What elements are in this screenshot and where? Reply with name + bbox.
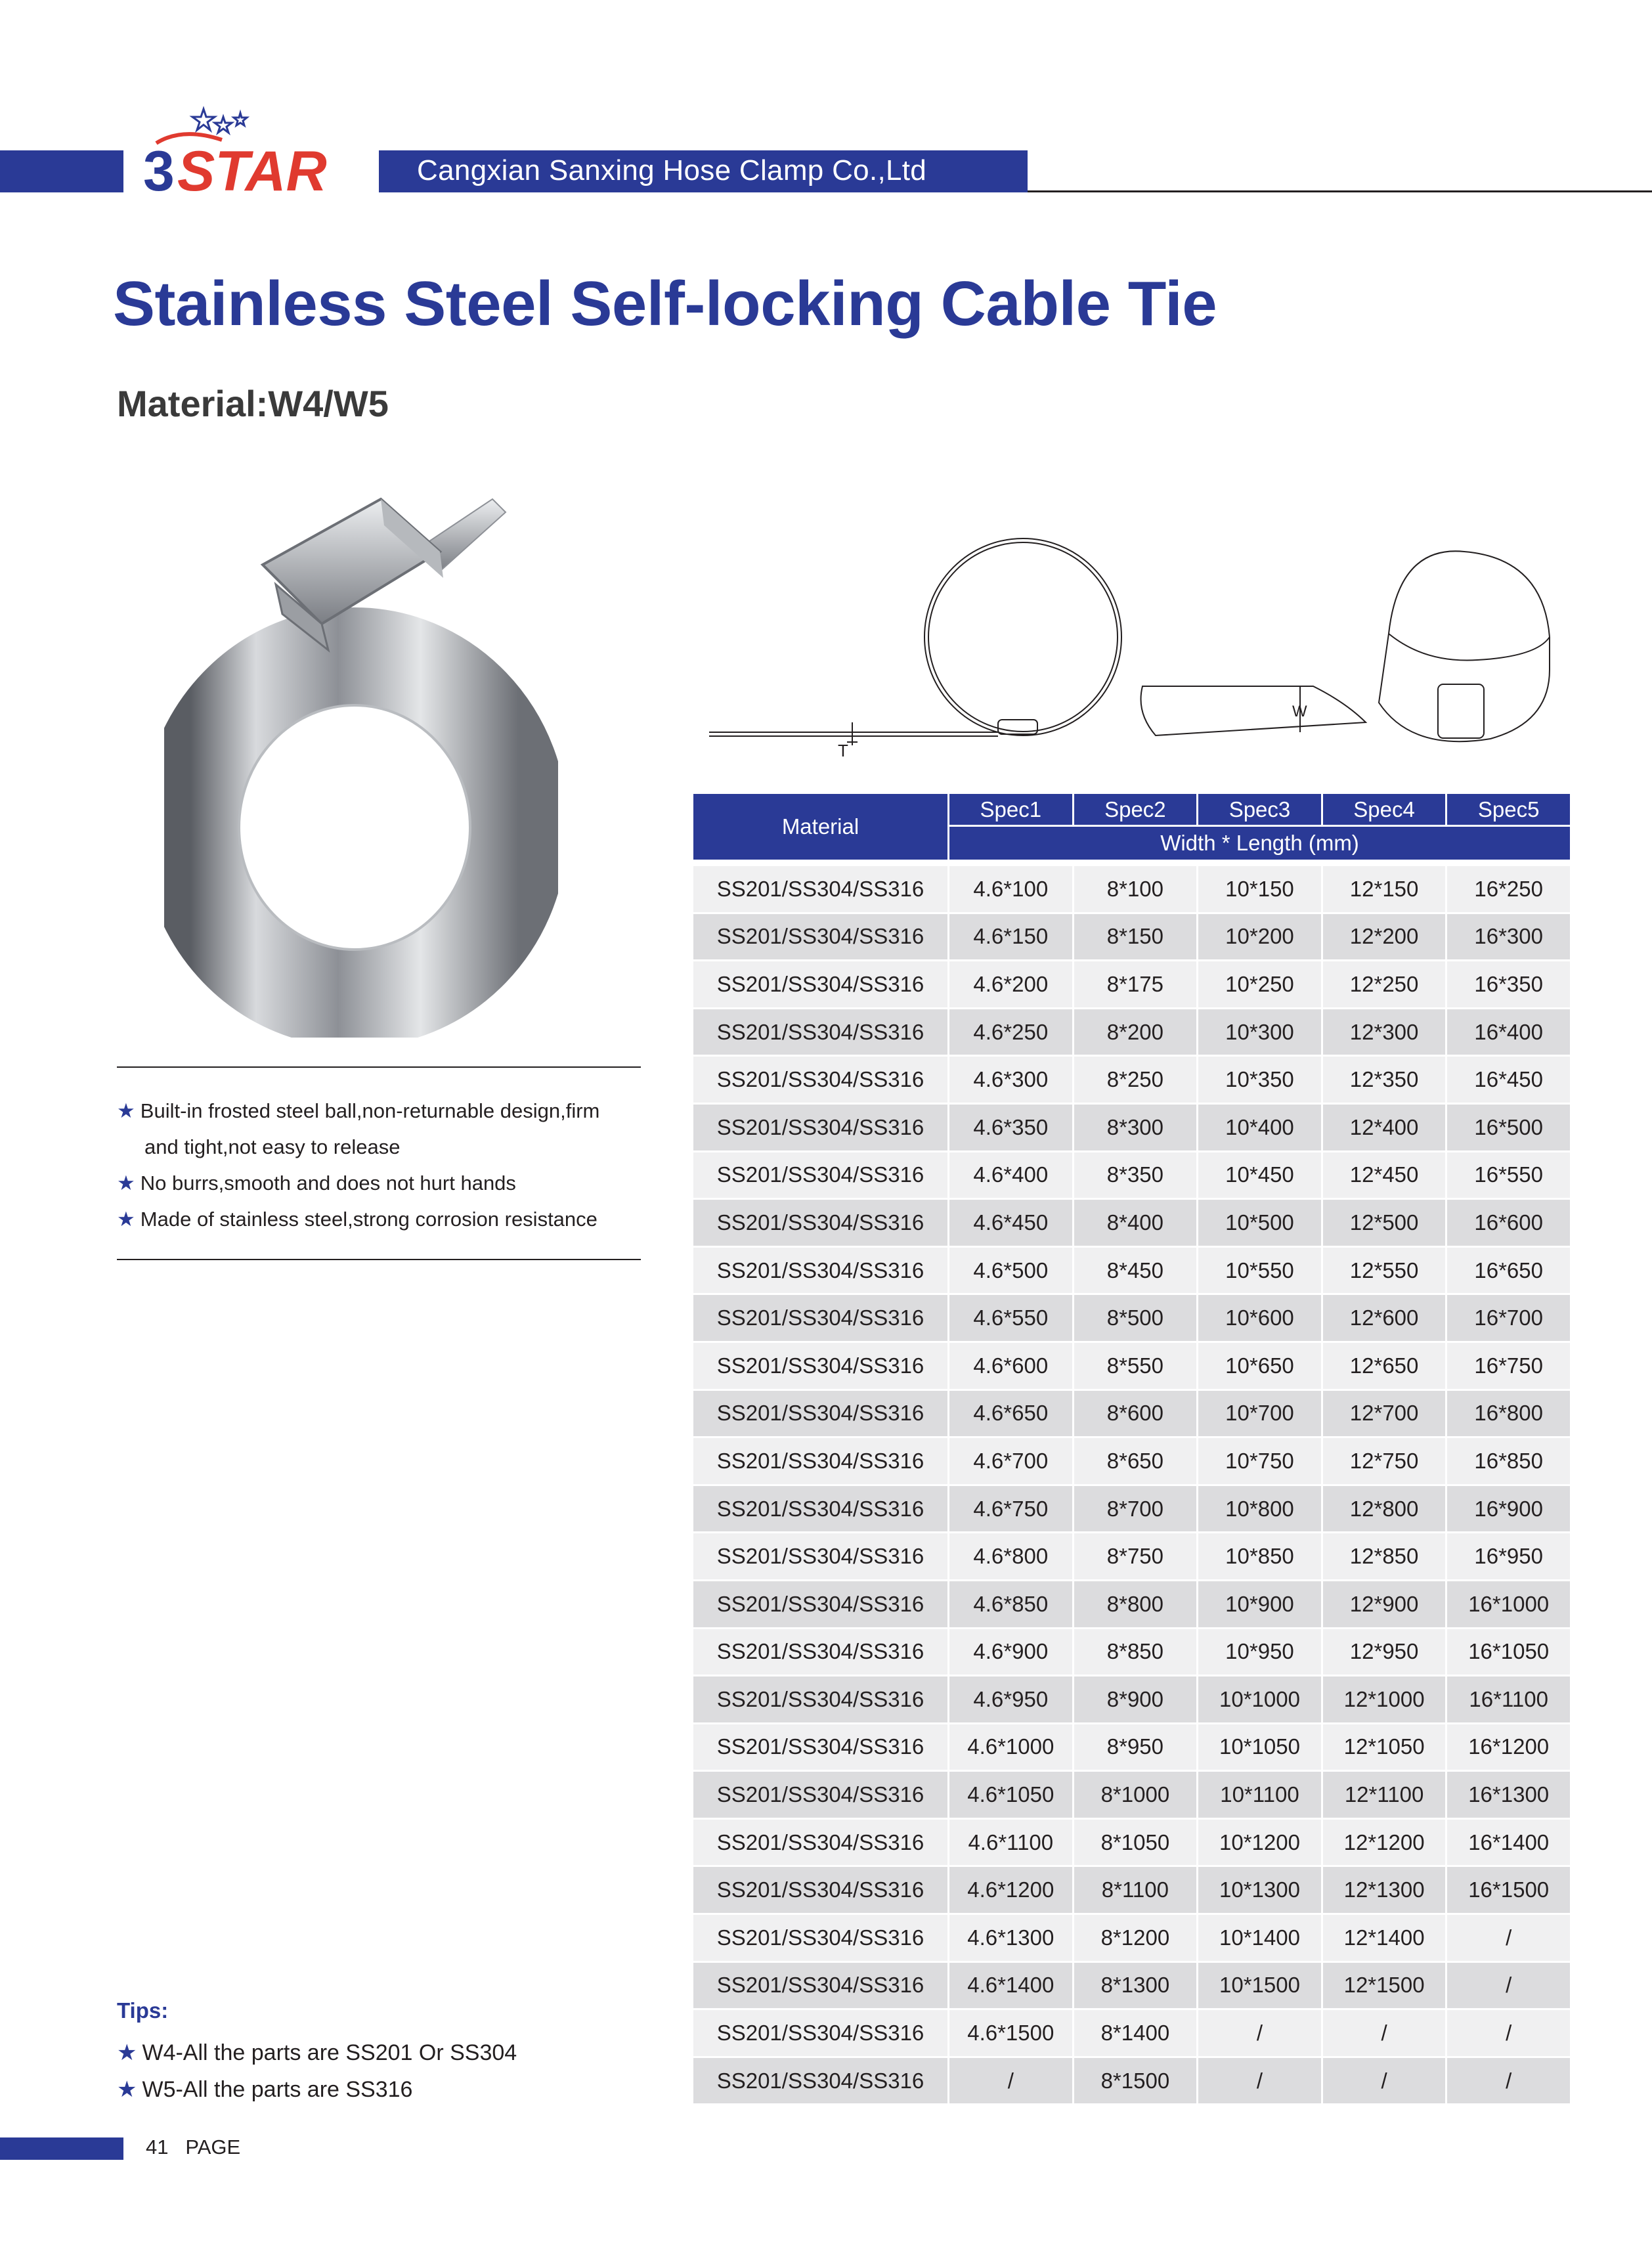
spec4-cell: 12*1050 xyxy=(1323,1724,1448,1772)
header-rule xyxy=(1028,190,1652,192)
spec5-cell: / xyxy=(1447,2058,1570,2106)
spec4-cell: 12*150 xyxy=(1323,866,1448,914)
spec2-cell: 8*1100 xyxy=(1074,1867,1199,1915)
material-column-header: Material xyxy=(693,794,949,860)
spec5-header: Spec5 xyxy=(1447,794,1570,825)
spec3-cell: 10*350 xyxy=(1198,1057,1323,1105)
material-cell: SS201/SS304/SS316 xyxy=(693,1105,949,1152)
spec1-cell: 4.6*700 xyxy=(949,1438,1074,1486)
spec3-cell: 10*650 xyxy=(1198,1343,1323,1391)
features-list xyxy=(117,1093,642,1237)
spec2-cell: 8*1200 xyxy=(1074,1915,1199,1963)
table-row xyxy=(693,914,1570,962)
spec2-cell: 8*900 xyxy=(1074,1676,1199,1724)
spec2-cell: 8*1500 xyxy=(1074,2058,1199,2106)
material-cell: SS201/SS304/SS316 xyxy=(693,1009,949,1057)
table-row xyxy=(693,1438,1570,1486)
material-cell: SS201/SS304/SS316 xyxy=(693,961,949,1009)
spec4-cell: 12*400 xyxy=(1323,1105,1448,1152)
material-cell: SS201/SS304/SS316 xyxy=(693,1915,949,1963)
tip-item: ★ W5-All the parts are SS316 xyxy=(117,2077,413,2102)
spec1-cell: 4.6*1050 xyxy=(949,1772,1074,1820)
table-row xyxy=(693,1772,1570,1820)
spec4-cell: 12*900 xyxy=(1323,1581,1448,1629)
product-photo xyxy=(164,473,558,1038)
table-row xyxy=(693,1343,1570,1391)
spec5-cell: / xyxy=(1447,2010,1570,2058)
table-row xyxy=(693,1057,1570,1105)
star-icon: ★ xyxy=(117,2040,137,2065)
header-left-bar xyxy=(0,150,123,192)
spec2-header: Spec2 xyxy=(1074,794,1199,825)
logo-stars-icon xyxy=(192,109,247,133)
table-row xyxy=(693,1248,1570,1296)
spec2-cell: 8*850 xyxy=(1074,1629,1199,1677)
star-icon: ★ xyxy=(117,1208,135,1231)
header-company-band xyxy=(379,150,1028,192)
table-row xyxy=(693,1963,1570,2011)
material-cell: SS201/SS304/SS316 xyxy=(693,1295,949,1343)
features-bottom-rule xyxy=(117,1259,641,1260)
spec3-cell: 10*550 xyxy=(1198,1248,1323,1296)
spec4-cell: 12*600 xyxy=(1323,1295,1448,1343)
spec2-cell: 8*550 xyxy=(1074,1343,1199,1391)
page-label: PAGE xyxy=(185,2136,241,2158)
spec4-cell: 12*800 xyxy=(1323,1486,1448,1534)
spec1-cell: 4.6*750 xyxy=(949,1486,1074,1534)
star-icon: ★ xyxy=(117,2077,137,2102)
table-row xyxy=(693,1629,1570,1677)
spec2-cell: 8*400 xyxy=(1074,1200,1199,1248)
spec4-cell: 12*1500 xyxy=(1323,1963,1448,2011)
material-cell: SS201/SS304/SS316 xyxy=(693,1629,949,1677)
spec4-cell: 12*700 xyxy=(1323,1391,1448,1439)
tips-title: Tips: xyxy=(117,1998,169,2023)
spec2-cell: 8*300 xyxy=(1074,1105,1199,1152)
spec3-cell: 10*750 xyxy=(1198,1438,1323,1486)
spec3-cell: 10*600 xyxy=(1198,1295,1323,1343)
spec4-cell: 12*450 xyxy=(1323,1152,1448,1200)
spec4-cell: / xyxy=(1323,2058,1448,2106)
material-cell: SS201/SS304/SS316 xyxy=(693,1438,949,1486)
spec2-cell: 8*650 xyxy=(1074,1438,1199,1486)
spec1-cell: 4.6*300 xyxy=(949,1057,1074,1105)
feature-item-continued: and tight,not easy to release xyxy=(144,1135,401,1158)
spec4-cell: 12*850 xyxy=(1323,1533,1448,1581)
spec2-cell: 8*750 xyxy=(1074,1533,1199,1581)
spec5-cell: 16*1050 xyxy=(1447,1629,1570,1677)
spec5-cell: 16*950 xyxy=(1447,1533,1570,1581)
material-cell: SS201/SS304/SS316 xyxy=(693,1724,949,1772)
spec4-cell: 12*1400 xyxy=(1323,1915,1448,1963)
tips-list xyxy=(117,2034,517,2108)
spec4-cell: / xyxy=(1323,2010,1448,2058)
spec3-cell: 10*500 xyxy=(1198,1200,1323,1248)
material-cell: SS201/SS304/SS316 xyxy=(693,866,949,914)
spec4-header: Spec4 xyxy=(1323,794,1448,825)
material-cell: SS201/SS304/SS316 xyxy=(693,1963,949,2011)
spec5-cell: 16*650 xyxy=(1447,1248,1570,1296)
tip-item: ★ W4-All the parts are SS201 Or SS304 xyxy=(117,2040,517,2065)
spec3-cell: 10*1300 xyxy=(1198,1867,1323,1915)
spec4-cell: 12*950 xyxy=(1323,1629,1448,1677)
spec5-cell: 16*1300 xyxy=(1447,1772,1570,1820)
side-view-drawing xyxy=(709,538,1121,760)
material-cell: SS201/SS304/SS316 xyxy=(693,1533,949,1581)
spec1-cell: 4.6*400 xyxy=(949,1152,1074,1200)
spec1-cell: 4.6*1200 xyxy=(949,1867,1074,1915)
material-cell: SS201/SS304/SS316 xyxy=(693,2010,949,2058)
material-cell: SS201/SS304/SS316 xyxy=(693,1820,949,1868)
spec4-cell: 12*1100 xyxy=(1323,1772,1448,1820)
material-cell: SS201/SS304/SS316 xyxy=(693,1152,949,1200)
spec2-cell: 8*1300 xyxy=(1074,1963,1199,2011)
spec2-cell: 8*1000 xyxy=(1074,1772,1199,1820)
table-row xyxy=(693,1295,1570,1343)
spec3-cell: 10*200 xyxy=(1198,914,1323,962)
spec4-cell: 12*650 xyxy=(1323,1343,1448,1391)
spec5-cell: 16*250 xyxy=(1447,866,1570,914)
spec4-cell: 12*250 xyxy=(1323,961,1448,1009)
spec3-cell: 10*400 xyxy=(1198,1105,1323,1152)
spec2-cell: 8*1050 xyxy=(1074,1820,1199,1868)
spec3-cell: 10*1000 xyxy=(1198,1676,1323,1724)
spec3-cell: 10*450 xyxy=(1198,1152,1323,1200)
spec3-cell: 10*1500 xyxy=(1198,1963,1323,2011)
table-row xyxy=(693,1391,1570,1439)
spec1-cell: 4.6*950 xyxy=(949,1676,1074,1724)
spec5-cell: / xyxy=(1447,1915,1570,1963)
spec5-cell: 16*300 xyxy=(1447,914,1570,962)
spec5-cell: 16*1500 xyxy=(1447,1867,1570,1915)
star-icon: ★ xyxy=(117,1099,135,1122)
spec1-cell: 4.6*850 xyxy=(949,1581,1074,1629)
spec4-cell: 12*350 xyxy=(1323,1057,1448,1105)
spec2-cell: 8*800 xyxy=(1074,1581,1199,1629)
table-row xyxy=(693,1867,1570,1915)
spec1-cell: 4.6*100 xyxy=(949,866,1074,914)
spec2-cell: 8*175 xyxy=(1074,961,1199,1009)
spec2-cell: 8*600 xyxy=(1074,1391,1199,1439)
spec-table xyxy=(693,794,1570,2105)
spec2-cell: 8*1400 xyxy=(1074,2010,1199,2058)
thickness-label: T xyxy=(838,741,848,760)
spec2-cell: 8*350 xyxy=(1074,1152,1199,1200)
spec1-cell: 4.6*150 xyxy=(949,914,1074,962)
technical-drawing xyxy=(703,506,1569,781)
spec5-cell: 16*500 xyxy=(1447,1105,1570,1152)
material-cell: SS201/SS304/SS316 xyxy=(693,1248,949,1296)
table-row xyxy=(693,1533,1570,1581)
star-icon: ★ xyxy=(117,1172,135,1194)
table-row xyxy=(693,1724,1570,1772)
spec4-cell: 12*550 xyxy=(1323,1248,1448,1296)
footer-bar xyxy=(0,2137,123,2160)
company-logo xyxy=(143,104,353,196)
table-row xyxy=(693,1200,1570,1248)
table-row xyxy=(693,1820,1570,1868)
material-cell: SS201/SS304/SS316 xyxy=(693,1057,949,1105)
spec1-cell: 4.6*1100 xyxy=(949,1820,1074,1868)
spec2-cell: 8*700 xyxy=(1074,1486,1199,1534)
spec-header-row xyxy=(949,794,1570,827)
material-cell: SS201/SS304/SS316 xyxy=(693,1867,949,1915)
spec5-cell: 16*850 xyxy=(1447,1438,1570,1486)
table-row xyxy=(693,1581,1570,1629)
spec1-cell: 4.6*1400 xyxy=(949,1963,1074,2011)
spec3-cell: 10*300 xyxy=(1198,1009,1323,1057)
feature-item: ★ Made of stainless steel,strong corrosion resistance xyxy=(117,1208,598,1231)
table-row xyxy=(693,961,1570,1009)
spec1-cell: 4.6*1500 xyxy=(949,2010,1074,2058)
unit-header: Width * Length (mm) xyxy=(949,827,1570,860)
page-title: Stainless Steel Self-locking Cable Tie xyxy=(113,269,1217,339)
spec1-cell: 4.6*1300 xyxy=(949,1915,1074,1963)
material-cell: SS201/SS304/SS316 xyxy=(693,1772,949,1820)
spec5-cell: 16*600 xyxy=(1447,1200,1570,1248)
spec2-cell: 8*200 xyxy=(1074,1009,1199,1057)
logo-star-word: STAR xyxy=(177,140,327,196)
spec1-cell: 4.6*600 xyxy=(949,1343,1074,1391)
spec5-cell: 16*1000 xyxy=(1447,1581,1570,1629)
spec1-cell: 4.6*350 xyxy=(949,1105,1074,1152)
spec5-cell: 16*800 xyxy=(1447,1391,1570,1439)
spec3-cell: / xyxy=(1198,2058,1323,2106)
spec4-cell: 12*1300 xyxy=(1323,1867,1448,1915)
table-row xyxy=(693,1915,1570,1963)
spec5-cell: 16*400 xyxy=(1447,1009,1570,1057)
spec1-cell: 4.6*1000 xyxy=(949,1724,1074,1772)
spec3-cell: / xyxy=(1198,2010,1323,2058)
spec1-cell: 4.6*450 xyxy=(949,1200,1074,1248)
spec1-cell: 4.6*500 xyxy=(949,1248,1074,1296)
spec5-cell: 16*700 xyxy=(1447,1295,1570,1343)
table-row xyxy=(693,1009,1570,1057)
table-row xyxy=(693,2058,1570,2106)
material-cell: SS201/SS304/SS316 xyxy=(693,1676,949,1724)
table-row xyxy=(693,1676,1570,1724)
spec4-cell: 12*750 xyxy=(1323,1438,1448,1486)
spec3-cell: 10*950 xyxy=(1198,1629,1323,1677)
material-cell: SS201/SS304/SS316 xyxy=(693,1343,949,1391)
material-line: Material:W4/W5 xyxy=(117,383,389,424)
spec3-cell: 10*700 xyxy=(1198,1391,1323,1439)
spec2-cell: 8*500 xyxy=(1074,1295,1199,1343)
features-top-rule xyxy=(117,1066,641,1068)
spec1-cell: 4.6*650 xyxy=(949,1391,1074,1439)
spec2-cell: 8*250 xyxy=(1074,1057,1199,1105)
spec4-cell: 12*1000 xyxy=(1323,1676,1448,1724)
spec1-header: Spec1 xyxy=(949,794,1074,825)
spec3-cell: 10*1050 xyxy=(1198,1724,1323,1772)
material-cell: SS201/SS304/SS316 xyxy=(693,914,949,962)
table-row xyxy=(693,1152,1570,1200)
spec2-cell: 8*950 xyxy=(1074,1724,1199,1772)
spec1-cell: 4.6*800 xyxy=(949,1533,1074,1581)
spec2-cell: 8*150 xyxy=(1074,914,1199,962)
table-row xyxy=(693,2010,1570,2058)
spec3-cell: 10*1400 xyxy=(1198,1915,1323,1963)
material-cell: SS201/SS304/SS316 xyxy=(693,1391,949,1439)
spec1-cell: 4.6*250 xyxy=(949,1009,1074,1057)
spec4-cell: 12*200 xyxy=(1323,914,1448,962)
spec5-cell: / xyxy=(1447,1963,1570,2011)
spec3-cell: 10*850 xyxy=(1198,1533,1323,1581)
feature-item: ★ No burrs,smooth and does not hurt hands xyxy=(117,1172,516,1194)
spec4-cell: 12*1200 xyxy=(1323,1820,1448,1868)
spec3-cell: 10*1200 xyxy=(1198,1820,1323,1868)
page-number: 41 xyxy=(146,2136,169,2158)
spec4-cell: 12*500 xyxy=(1323,1200,1448,1248)
spec3-cell: 10*150 xyxy=(1198,866,1323,914)
spec2-cell: 8*100 xyxy=(1074,866,1199,914)
spec-header-group xyxy=(949,794,1570,860)
spec3-cell: 10*1100 xyxy=(1198,1772,1323,1820)
width-label: W xyxy=(1292,703,1307,720)
table-header xyxy=(693,794,1570,860)
spec5-cell: 16*550 xyxy=(1447,1152,1570,1200)
spec4-cell: 12*300 xyxy=(1323,1009,1448,1057)
spec1-cell: 4.6*900 xyxy=(949,1629,1074,1677)
spec1-cell: 4.6*550 xyxy=(949,1295,1074,1343)
spec5-cell: 16*450 xyxy=(1447,1057,1570,1105)
material-cell: SS201/SS304/SS316 xyxy=(693,1581,949,1629)
spec1-cell: / xyxy=(949,2058,1074,2106)
perspective-view-drawing xyxy=(1141,551,1550,741)
company-name: Cangxian Sanxing Hose Clamp Co.,Ltd xyxy=(417,154,927,186)
spec5-cell: 16*1200 xyxy=(1447,1724,1570,1772)
table-row xyxy=(693,1105,1570,1152)
material-cell: SS201/SS304/SS316 xyxy=(693,1200,949,1248)
table-row xyxy=(693,1486,1570,1534)
spec3-header: Spec3 xyxy=(1198,794,1323,825)
table-body xyxy=(693,866,1570,2105)
spec5-cell: 16*1400 xyxy=(1447,1820,1570,1868)
spec1-cell: 4.6*200 xyxy=(949,961,1074,1009)
spec5-cell: 16*750 xyxy=(1447,1343,1570,1391)
feature-item: ★ Built-in frosted steel ball,non-returnable design,firm xyxy=(117,1099,600,1122)
spec5-cell: 16*350 xyxy=(1447,961,1570,1009)
spec3-cell: 10*900 xyxy=(1198,1581,1323,1629)
spec3-cell: 10*250 xyxy=(1198,961,1323,1009)
spec5-cell: 16*1100 xyxy=(1447,1676,1570,1724)
material-cell: SS201/SS304/SS316 xyxy=(693,1486,949,1534)
spec5-cell: 16*900 xyxy=(1447,1486,1570,1534)
spec2-cell: 8*450 xyxy=(1074,1248,1199,1296)
material-cell: SS201/SS304/SS316 xyxy=(693,2058,949,2106)
table-row xyxy=(693,866,1570,914)
logo-three: 3 xyxy=(143,140,175,196)
page-footer xyxy=(146,2136,240,2159)
spec3-cell: 10*800 xyxy=(1198,1486,1323,1534)
